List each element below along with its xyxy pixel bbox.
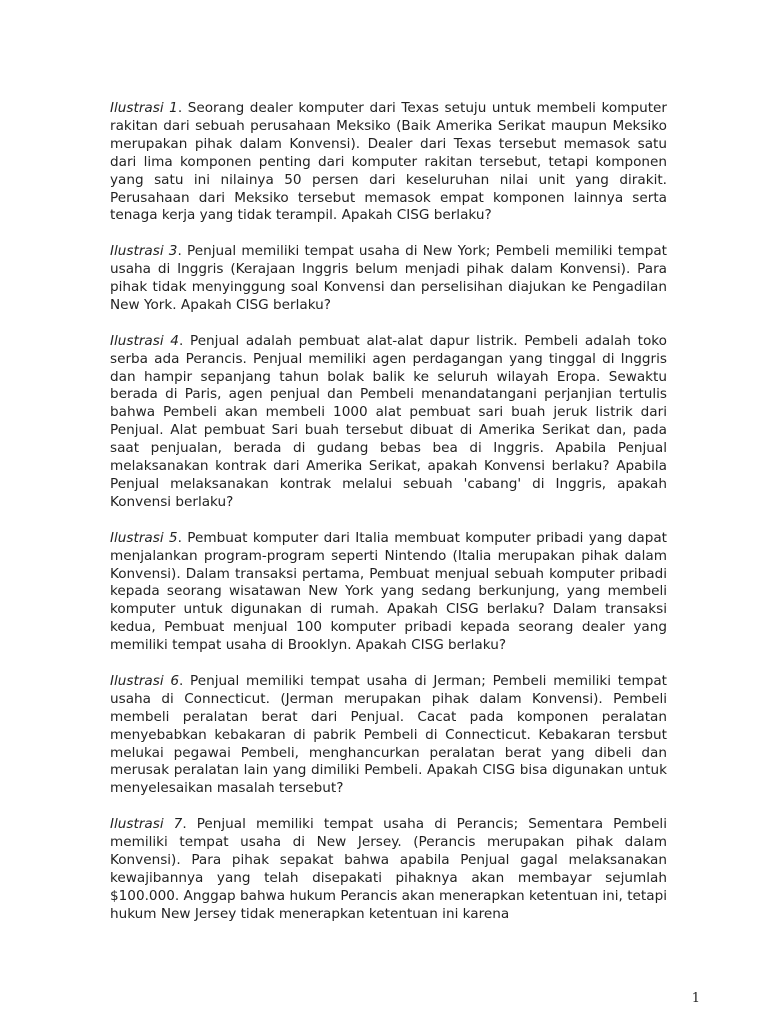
paragraph-label: Ilustrasi 6 [110,672,179,689]
paragraph-text: . Penjual memiliki tempat usaha di Perancis; Sementara Pembeli memiliki tempat usaha di New Jersey. (Perancis merupakan pihak dalam Konvensi). Para pihak sepakat bahwa apabila Penjual gagal melaksanakan kewajibannya yang telah disepakati pihaknya akan membayar sejumlah $100.000. Anggap bahwa hukum Perancis akan menerapkan ketentuan ini, tetapi hukum New Jersey tidak menerapkan ketentuan ini karena [110,816,667,922]
paragraph-ilustrasi-3 [110,243,667,315]
paragraph-label: Ilustrasi 1 [110,100,178,116]
paragraph-label: Ilustrasi 5 [110,529,178,546]
document-body [110,100,667,942]
paragraph-text: . Penjual adalah pembuat alat-alat dapur listrik. Pembeli adalah toko serba ada Perancis. Penjual memiliki agen perdagangan yang tinggal di Inggris dan hampir sepanjang tahun bolak balik ke seluruh wilayah Eropa. Sewaktu berada di Paris, agen penjual dan Pembeli menandatangani perjanjian tertulis bahwa Pembeli akan membeli 1000 alat pembuat sari buah jeruk listrik dari Penjual. Alat pembuat Sari buah tersebut dibuat di Amerika Serikat dan, pada saat penjualan, berada di gudang bebas bea di Inggris. Apabila Penjual melaksanakan kontrak dari Amerika Serikat, apakah Konvensi berlaku? Apabila Penjual melaksanakan kontrak melalui sebuah 'cabang' di Inggris, apakah Konvensi berlaku? [110,332,667,510]
paragraph-label: Ilustrasi 4 [110,332,179,349]
paragraph-text: . Penjual memiliki tempat usaha di Jerman; Pembeli memiliki tempat usaha di Connecticut. (Jerman merupakan pihak dalam Konvensi). Pembeli membeli peralatan berat dari Penjual. Cacat pada komponen peralatan menyebabkan kebakaran di pabrik Pembeli di Connecticut. Kebakaran tersbut melukai pegawai Pembeli, menghancurkan peralatan berat yang dibeli dan merusak peralatan lain yang dimiliki Pembeli. Apakah CISG bisa digunakan untuk menyelesaikan masalah tersebut? [110,672,667,797]
page-number: 1 [691,991,700,1006]
paragraph-label: Ilustrasi 3 [110,243,178,260]
paragraph-ilustrasi-7 [110,816,667,923]
paragraph-text: . Penjual memiliki tempat usaha di New York; Pembeli memiliki tempat usaha di Inggris (Kerajaan Inggris belum menjadi pihak dalam Konvensi). Para pihak tidak menyinggung soal Konvensi dan perselisihan diajukan ke Pengadilan New York. Apakah CISG berlaku? [110,243,668,313]
paragraph-text: . Seorang dealer komputer dari Texas setuju untuk membeli komputer rakitan dari sebuah perusahaan Meksiko (Baik Amerika Serikat maupun Meksiko merupakan pihak dalam Konvensi). Dealer dari Texas tersebut memasok satu dari lima komponen penting dari komputer rakitan tersebut, tetapi komponen yang satu ini nilainya 50 persen dari keseluruhan nilai unit yang dirakit. Perusahaan dari Meksiko tersebut memasok empat komponen lainnya serta tenaga kerja yang tidak terampil. Apakah CISG berlaku? [110,100,667,224]
paragraph-ilustrasi-5 [110,530,667,655]
paragraph-label: Ilustrasi 7 [110,816,183,833]
paragraph-ilustrasi-1 [110,100,667,225]
paragraph-ilustrasi-6 [110,673,667,798]
paragraph-text: . Pembuat komputer dari Italia membuat komputer pribadi yang dapat menjalankan program-program seperti Nintendo (Italia merupakan pihak dalam Konvensi). Dalam transaksi pertama, Pembuat menjual sebuah komputer pribadi kepada seorang wisatawan New York yang sedang berkunjung, yang membeli komputer untuk digunakan di rumah. Apakah CISG berlaku? Dalam transaksi kedua, Pembuat menjual 100 komputer pribadi kepada seorang dealer yang memiliki tempat usaha di Brooklyn. Apakah CISG berlaku? [110,529,668,654]
paragraph-ilustrasi-4 [110,333,667,512]
